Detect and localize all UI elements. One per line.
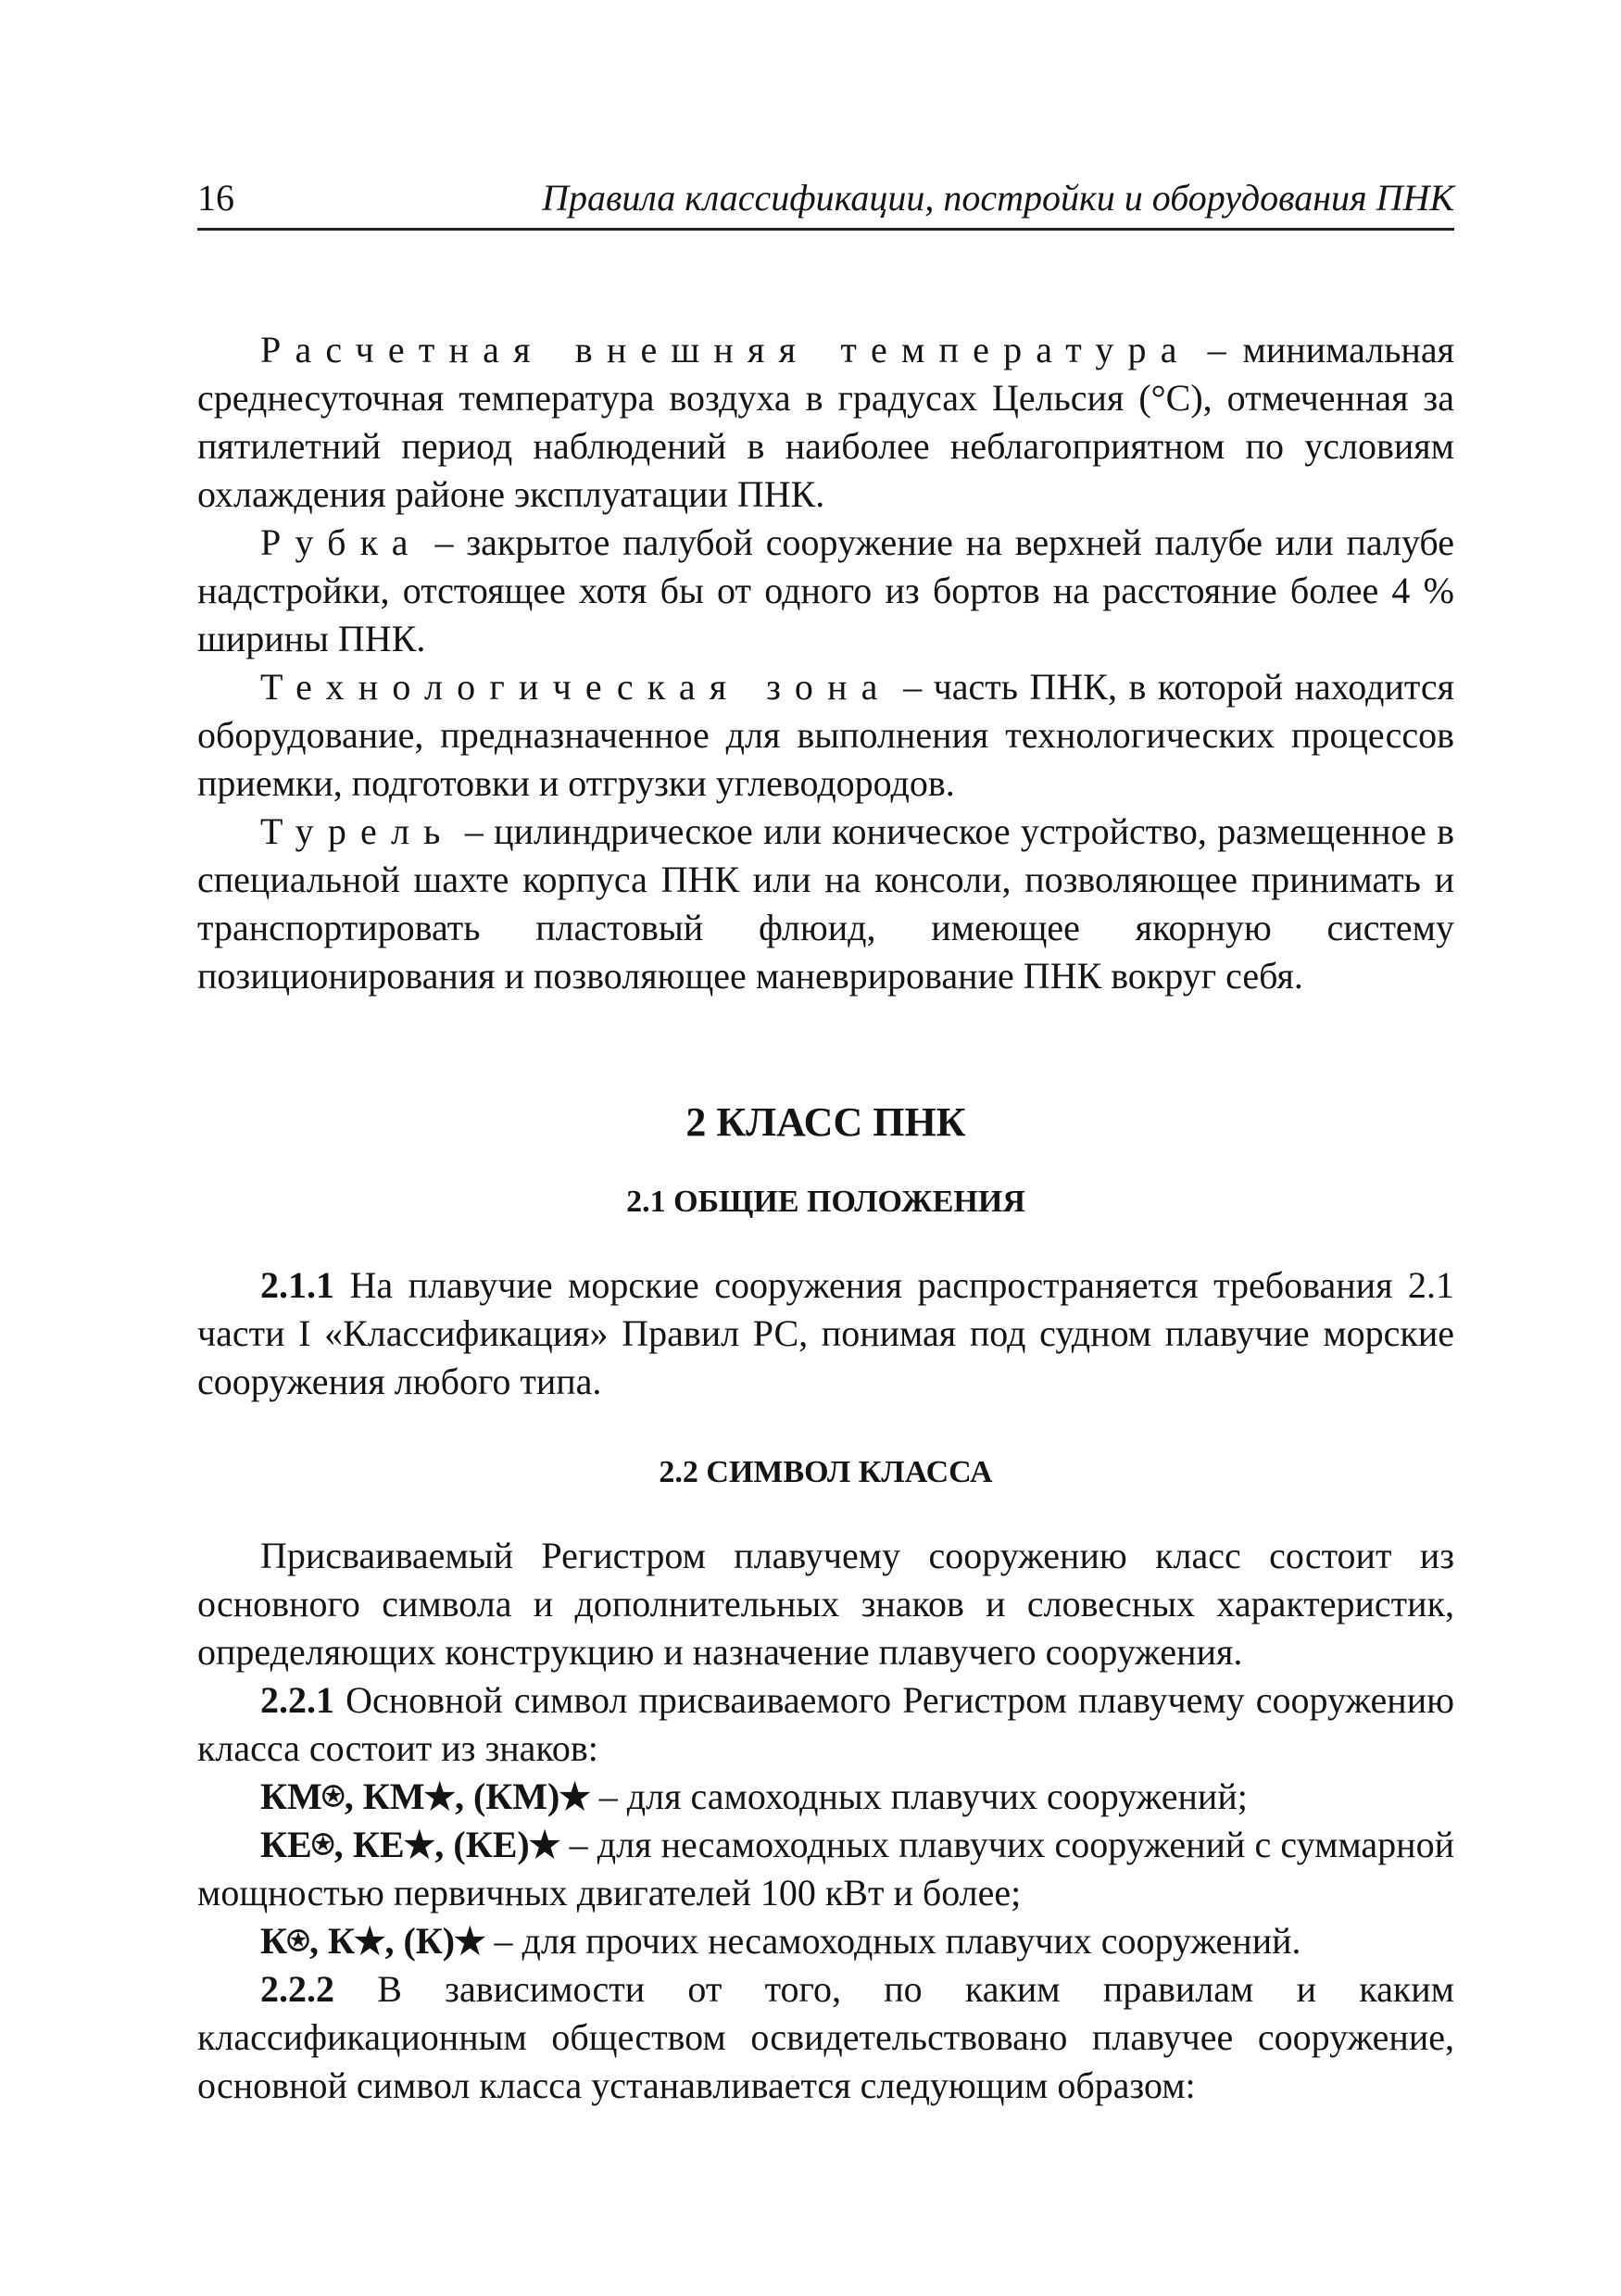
definition-term: Расчетная внешняя температура (260, 329, 1191, 370)
definition-term: Технологическая зона (260, 666, 892, 708)
running-header (197, 176, 1454, 220)
class-symbol-line (197, 1773, 1454, 1821)
definition-text: – цилиндрическое или коническое устройство, размещенное в специальной шахте корпуса ПНК или на консоли, позволяющее принимать и транспортировать пластовый флюид, имеющее якорную систему позиционирования и позволяющее маневрирование ПНК вокруг себя. (197, 810, 1454, 997)
definition-term: Турель (260, 810, 455, 852)
paragraph-text: На плавучие морские сооружения распространяется требования 2.1 части I «Классификация» Правил РС, понимая под судном плавучие морские сооружения любого типа. (197, 1264, 1454, 1402)
class-symbol-description: – для несамоходных плавучих сооружений с суммарной мощностью первичных двигателей 100 кВт и более; (197, 1824, 1454, 1913)
class-symbol: КМ⍟, КМ★, (КМ)★ (260, 1775, 590, 1817)
definition-paragraph (197, 808, 1454, 1000)
paragraph-2-2-2 (197, 1965, 1454, 2110)
paragraph-number: 2.1.1 (260, 1264, 334, 1306)
paragraph-number: 2.2.1 (260, 1679, 334, 1721)
paragraph-2-2-1 (197, 1676, 1454, 1773)
definition-term: Рубка (260, 521, 422, 563)
class-symbol-description: – для самоходных плавучих сооружений; (589, 1775, 1248, 1817)
subsection-heading-2-2: 2.2 СИМВОЛ КЛАССА (659, 1455, 993, 1489)
class-symbol-description: – для прочих несамоходных плавучих сооружений. (484, 1920, 1301, 1962)
definition-paragraph (197, 326, 1454, 519)
running-title: Правила классификации, постройки и оборудования ПНК (542, 177, 1454, 219)
page-content (197, 326, 1454, 2110)
paragraph-text: В зависимости от того, по каким правилам и каким классификационным обществом освидетельствовано плавучее сооружение, основной символ класса устанавливается следующим образом: (197, 1968, 1454, 2106)
section-heading: 2 КЛАСС ПНК (685, 1099, 966, 1145)
subsection-heading-2-1: 2.1 ОБЩИЕ ПОЛОЖЕНИЯ (626, 1185, 1025, 1219)
class-symbol: КЕ⍟, КЕ★, (КЕ)★ (260, 1824, 560, 1865)
class-symbol-line (197, 1821, 1454, 1917)
definition-paragraph (197, 663, 1454, 808)
definition-text: – закрытое палубой сооружение на верхней палубе или палубе надстройки, отстоящее хотя бы от одного из бортов на расстояние более 4 % ширины ПНК. (197, 521, 1454, 659)
paragraph-text: Основной символ присваиваемого Регистром плавучему сооружению класса состоит из знаков: (197, 1679, 1454, 1769)
page-number: 16 (197, 177, 234, 219)
header-rule (197, 228, 1454, 231)
definition-text: – часть ПНК, в которой находится оборудование, предназначенное для выполнения технологических процессов приемки, подготовки и отгрузки углеводородов. (197, 666, 1454, 804)
definition-paragraph (197, 519, 1454, 663)
paragraph-2-2-intro: Присваиваемый Регистром плавучему сооружению класс состоит из основного символа и дополнительных знаков и словесных характеристик, определяющих конструкцию и назначение плавучего сооружения. (197, 1535, 1454, 1673)
class-symbol: К⍟, К★, (К)★ (260, 1920, 485, 1962)
paragraph-number: 2.2.2 (260, 1968, 334, 2010)
class-symbol-line (197, 1917, 1454, 1965)
paragraph-2-1-1 (197, 1261, 1454, 1406)
definition-text: – минимальная среднесуточная температура воздуха в градусах Цельсия (°С), отмеченная за пятилетний период наблюдений в наиболее неблагоприятном по условиям охлаждения районе эксплуатации ПНК. (197, 329, 1454, 515)
